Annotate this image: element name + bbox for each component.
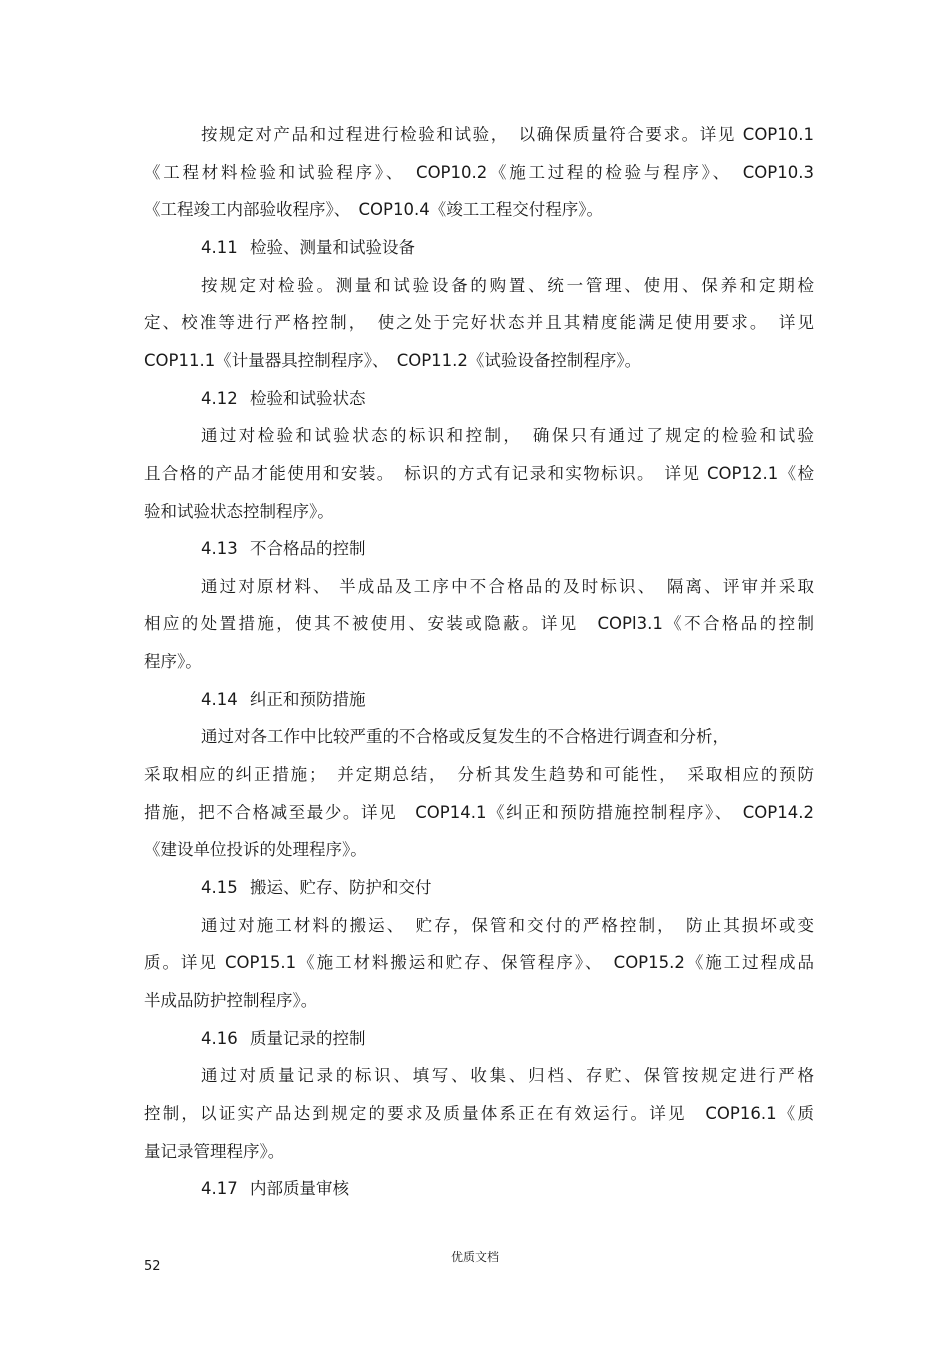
section-title: 纠正和预防措施 — [250, 690, 366, 709]
section-number: 4.16 — [201, 1029, 238, 1048]
page-number: 52 — [144, 1259, 161, 1274]
section-title: 检验和试验状态 — [250, 389, 366, 408]
paragraph-line: 验和试验状态控制程序》。 — [144, 502, 334, 521]
paragraph-line: 《工程材料检验和试验程序》、 COP10.2《施工过程的检验与程序》、 COP10.3 — [144, 163, 814, 182]
paragraph-line: 按规定对产品和过程进行检验和试验， 以确保质量符合要求。详见 COP10.1 — [201, 125, 814, 144]
paragraph-line: 《建设单位投诉的处理程序》。 — [144, 840, 367, 859]
section-heading — [201, 1028, 366, 1050]
footer-label: 优质文档 — [450, 1250, 499, 1264]
paragraph-line: 控制，以证实产品达到规定的要求及质量体系正在有效运行。详见 COP16.1《质 — [144, 1104, 814, 1123]
section-heading — [201, 388, 366, 410]
section-number: 4.14 — [201, 690, 238, 709]
paragraph-line: 措施，把不合格减至最少。详见 COP14.1《纠正和预防措施控制程序》、 COP14.2 — [144, 803, 814, 822]
paragraph-line: 按规定对检验。测量和试验设备的购置、统一管理、使用、保养和定期检 — [201, 276, 814, 295]
section-title: 搬运、贮存、防护和交付 — [250, 878, 432, 897]
section-heading — [201, 877, 432, 899]
section-number: 4.12 — [201, 389, 238, 408]
paragraph-line: 《工程竣工内部验收程序》、 COP10.4《竣工工程交付程序》。 — [144, 200, 603, 219]
paragraph-line: 通过对检验和试验状态的标识和控制， 确保只有通过了规定的检验和试验 — [201, 426, 814, 445]
section-number: 4.13 — [201, 539, 238, 558]
paragraph-line: 相应的处置措施，使其不被使用、安装或隐蔽。详见 COPl3.1《不合格品的控制 — [144, 614, 814, 633]
section-title: 检验、测量和试验设备 — [250, 238, 415, 257]
section-title: 不合格品的控制 — [250, 539, 366, 558]
section-heading — [201, 1178, 349, 1200]
paragraph-line: 质。详见 COP15.1《施工材料搬运和贮存、保管程序》、 COP15.2《施工过程成品 — [144, 953, 814, 972]
paragraph-line: 通过对质量记录的标识、填写、收集、归档、存贮、保管按规定进行严格 — [201, 1066, 814, 1085]
paragraph-line: COP11.1《计量器具控制程序》、 COP11.2《试验设备控制程序》。 — [144, 351, 642, 370]
paragraph-line: 通过对原材料、 半成品及工序中不合格品的及时标识、 隔离、评审并采取 — [201, 577, 814, 596]
section-heading — [201, 689, 366, 711]
paragraph-line: 且合格的产品才能使用和安装。 标识的方式有记录和实物标识。 详见 COP12.1《检 — [144, 464, 814, 483]
paragraph-line: 定、校准等进行严格控制， 使之处于完好状态并且其精度能满足使用要求。 详见 — [144, 313, 814, 332]
paragraph-line: 通过对各工作中比较严重的不合格或反复发生的不合格进行调查和分析， — [201, 727, 729, 746]
section-number: 4.11 — [201, 238, 238, 257]
section-number: 4.15 — [201, 878, 238, 897]
paragraph-line: 采取相应的纠正措施； 并定期总结， 分析其发生趋势和可能性， 采取相应的预防 — [144, 765, 814, 784]
section-heading — [201, 237, 415, 259]
paragraph-line: 半成品防护控制程序》。 — [144, 991, 318, 1010]
section-heading — [201, 538, 366, 560]
paragraph-line: 量记录管理程序》。 — [144, 1142, 285, 1161]
section-number: 4.17 — [201, 1179, 238, 1198]
section-title: 质量记录的控制 — [250, 1029, 366, 1048]
paragraph-line: 通过对施工材料的搬运、 贮存，保管和交付的严格控制， 防止其损坏或变 — [201, 916, 814, 935]
paragraph-line: 程序》。 — [144, 652, 202, 671]
section-title: 内部质量审核 — [250, 1179, 349, 1198]
